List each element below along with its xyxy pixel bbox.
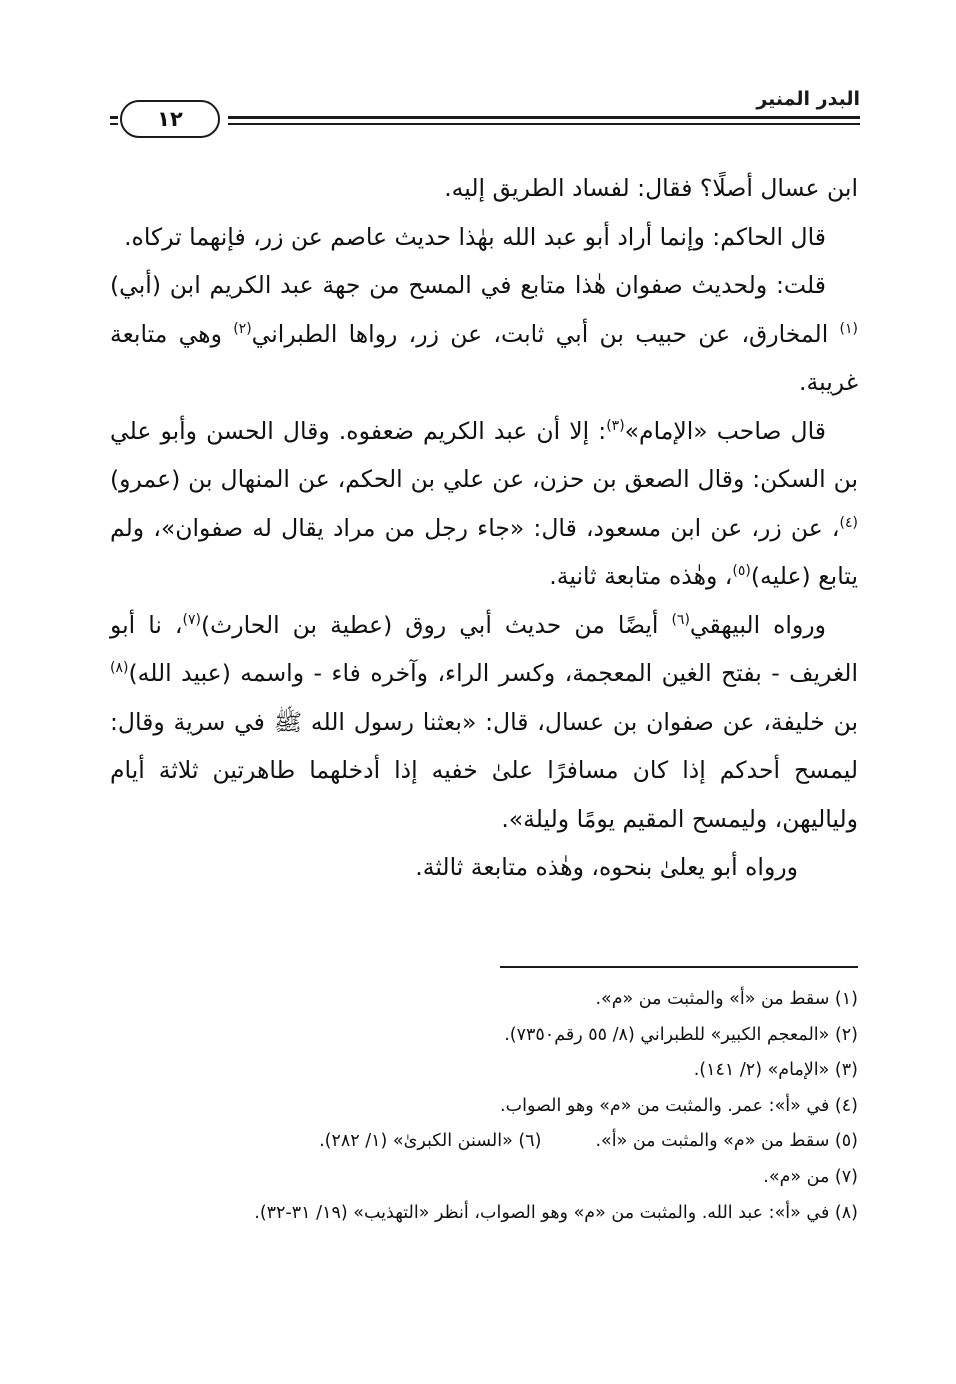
- paragraph-5: [110, 601, 858, 844]
- main-text: [110, 164, 858, 892]
- footnote-marker-4: (٤): [839, 514, 858, 531]
- paragraph-3: [110, 261, 858, 407]
- text-run: المخارق، عن حبيب بن أبي ثابت، عن زر، رواها الطبراني: [251, 319, 829, 348]
- text-run: وهي متابعة غريبة.: [110, 319, 858, 396]
- page-number: ١٢: [120, 100, 220, 138]
- paragraph-6: [110, 843, 858, 892]
- text-run: ، وهٰذه متابعة ثانية.: [549, 562, 733, 590]
- book-title: البدر المنير: [756, 88, 860, 110]
- header-rule-top: [228, 116, 860, 119]
- footnote-3: (٣) «الإمام» (٢/ ١٤١).: [693, 1060, 858, 1081]
- footnote-marker-1: (١): [839, 320, 858, 337]
- header-rule-left-stub-bottom: [110, 123, 118, 125]
- footnote-marker-7: (٧): [182, 611, 201, 628]
- footnote-8: (٨) في «أ»: عبد الله. والمثبت من «م» وهو الصواب، أنظر «التهذيب» (١٩/ ٣١-٣٢).: [254, 1202, 858, 1223]
- paragraph-2: [110, 213, 858, 262]
- footnote-2: (٢) «المعجم الكبير» للطبراني (٨/ ٥٥ رقم٧٣٥٠).: [504, 1024, 858, 1045]
- header-rule-left-stub: [110, 116, 118, 119]
- footnote-marker-2: (٢): [233, 320, 252, 337]
- footnote-divider: [500, 966, 858, 968]
- text-run: ورواه البيهقي: [689, 610, 826, 639]
- text-run: ، عن زر، عن ابن مسعود، قال: «جاء رجل من مراد يقال له صفوان»، ولم يتابع (عليه): [110, 513, 858, 590]
- text-run: ورواه أبو يعلىٰ بنحوه، وهٰذه متابعة ثالثة.: [415, 853, 798, 881]
- text-run: قلت: ولحديث صفوان هٰذا متابع في المسح من جهة عبد الكريم ابن (أبي): [110, 271, 826, 299]
- footnote-7: (٧) من «م».: [763, 1166, 858, 1187]
- text-run: ابن عسال أصلًا؟ فقال: لفساد الطريق إليه.: [444, 174, 858, 202]
- paragraph-4: [110, 407, 858, 601]
- footnote-marker-3: (٣): [606, 417, 625, 434]
- header-rule-bottom: [228, 123, 860, 125]
- footnote-marker-5: (٥): [732, 563, 751, 580]
- footnote-marker-8: (٨): [110, 660, 129, 677]
- footnote-5-6-line: [110, 1124, 858, 1160]
- text-run: قال الحاكم: وإنما أراد أبو عبد الله بهٰذا حديث عاصم عن زر، فإنهما تركاه.: [124, 222, 826, 251]
- text-run: : إلا أن عبد الكريم ضعفوه. وقال الحسن وأبو علي بن السكن: وقال الصعق بن حزن، عن علي بن الحكم، عن المنهال بن (عمرو): [110, 416, 858, 493]
- text-run: قال صاحب «الإمام»: [624, 416, 826, 445]
- footnote-marker-6: (٦): [671, 611, 690, 628]
- paragraph-1: [110, 164, 858, 213]
- footnote-6: (٦) «السنن الكبرىٰ» (١/ ٢٨٢).: [319, 1131, 542, 1152]
- footnote-5: (٥) سقط من «م» والمثبت من «أ».: [595, 1131, 858, 1152]
- text-run: أيضًا من حديث أبي روق (عطية بن الحارث): [200, 610, 659, 639]
- text-run: ، نا أبو الغريف - بفتح الغين المعجمة، وكسر الراء، وآخره فاء - واسمه (عبيد الله): [110, 610, 858, 687]
- page-header: [110, 86, 860, 142]
- footnotes: [110, 982, 858, 1231]
- footnote-4: (٤) في «أ»: عمر. والمثبت من «م» وهو الصواب.: [500, 1095, 858, 1116]
- text-run: بن خليفة، عن صفوان بن عسال، قال: «بعثنا رسول الله ﷺ في سرية وقال: ليمسح أحدكم إذا كان مسافرًا علىٰ خفيه إذا أدخلهما طاهرتين ثلاثة أيام ولياليهن، وليمسح المقيم يومًا وليلة».: [110, 707, 858, 833]
- footnote-1: (١) سقط من «أ» والمثبت من «م».: [595, 989, 858, 1009]
